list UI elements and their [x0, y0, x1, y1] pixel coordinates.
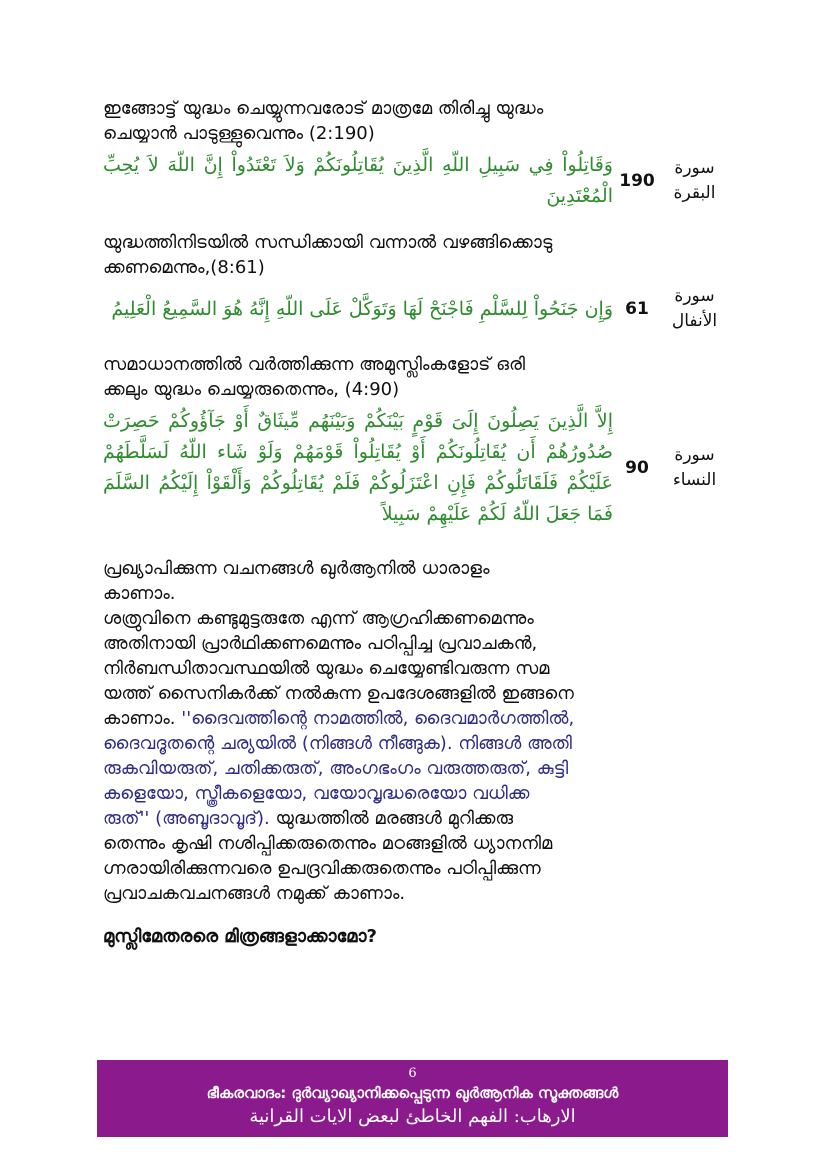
paragraph-1-line-2: ചെയ്യാൻ പാടുള്ളുവെന്നും (2:190): [103, 123, 375, 144]
paragraph-3-line-2: ക്കലും യുദ്ധം ചെയ്യരുതെന്നും, (4:90): [103, 379, 400, 400]
section-heading: മുസ്ലിമേതരരെ മിത്രങ്ങളാക്കാമോ?: [103, 926, 377, 947]
paragraph-5-line-4: യത്ത് സൈനികർക്ക് നൽകുന്ന ഉപദേശങ്ങളിൽ ഇങ്ങനെ: [103, 683, 574, 704]
paragraph-5-line-2: അതിനായി പ്രാർഥിക്കണമെന്നും പഠിപ്പിച്ച പ്രവാചകൻ,: [103, 633, 538, 654]
footer-banner: [97, 1060, 728, 1137]
verse-arabic-text: إِلاَّ الَّذِينَ يَصِلُونَ إِلَىَ قَوْمٍ بَيْنَكُمْ وَبَيْنَهُم مِّيثَاقٌ أَوْ جَآؤُوكُمْ حَصِرَتْ صُدُورُهُمْ أَن يُقَاتِلُونَكُمْ أَوْ يُقَاتِلُواْ قَوْمَهُمْ وَلَوْ شَاء اللّهُ لَسَلَّطَهُمْ عَلَيْكُمْ فَلَقَاتَلُوكُمْ فَإِنِ اعْتَزَلُوكُمْ فَلَمْ يُقَاتِلُوكُمْ وَأَلْقَوْاْ إِلَيْكُمُ السَّلَمَ فَمَا جَعَلَ اللّهُ لَكُمْ عَلَيْهِمْ سَبِيلاً: [103, 410, 613, 525]
verse-arabic-text: وَإِن جَنَحُواْ لِلسَّلْمِ فَاجْنَحْ لَهَا وَتَوَكَّلْ عَلَى اللّهِ إِنَّهُ هُوَ السَّمِيعُ الْعَلِيمُ: [111, 297, 613, 320]
hadith-quote-line: കളെയോ, സ്ത്രീകളെയോ, വയോവൃദ്ധരെയോ വധിക്ക: [103, 783, 530, 804]
paragraph-4-line-1: പ്രഖ്യാപിക്കുന്ന വചനങ്ങൾ ഖുർആനിൽ ധാരാളം: [103, 558, 490, 579]
paragraph-5-line-5: [103, 706, 728, 731]
sura-title: البقرة: [673, 183, 716, 203]
page-content: [103, 96, 728, 947]
verse-number: 90: [625, 458, 649, 478]
sura-title: النساء: [672, 470, 717, 490]
verse-arabic-text: وَقَاتِلُواْ فِي سَبِيلِ اللّهِ الَّذِينَ يُقَاتِلُونَكُمْ وَلاَ تَعْتَدُواْ إِنَّ اللّهَ لاَ يُحِبِّ الْمُعْتَدِينَ: [103, 154, 613, 207]
sura-title: الأنفال: [671, 311, 718, 331]
footer-arabic-title: الارهاب: الفهم الخاطئ لبعض الايات القرانية: [249, 1106, 576, 1127]
paragraph-5: [103, 606, 728, 906]
hadith-quote: ''ദൈവത്തിന്റെ നാമത്തിൽ, ദൈവമാർഗത്തിൽ,: [181, 708, 575, 729]
paragraph-5-line-10: തെന്നും കൃഷി നശിപ്പിക്കരുതെന്നും മഠങ്ങളിൽ ധ്യാനനിമ: [103, 833, 553, 854]
paragraph-4: [103, 556, 728, 606]
sura-name: [661, 443, 728, 493]
sura-label: سورة: [674, 158, 715, 178]
paragraph-5-line-3: നിർബന്ധിതാവസ്ഥയിൽ യുദ്ധം ചെയ്യേണ്ടിവരുന്ന സമ: [103, 658, 550, 679]
verse-number: 190: [619, 171, 655, 191]
paragraph-3: [103, 352, 728, 402]
paragraph-5-line-9: [103, 806, 728, 831]
sura-name: [661, 156, 728, 206]
sura-label: سورة: [674, 445, 715, 465]
verse-block-nisa: [103, 406, 728, 530]
paragraph-2-line-1: യുദ്ധത്തിനിടയിൽ സന്ധിക്കായി വന്നാൽ വഴങ്ങിക്കൊടു: [103, 232, 553, 253]
footer-malayalam-title: ഭീകരവാദം: ദുർവ്യാഖ്യാനിക്കപ്പെടുന്ന ഖുർആനിക സൂക്തങ്ങൾ: [206, 1084, 619, 1102]
plain-text: യുദ്ധത്തിൽ മരങ്ങൾ മുറിക്കരു: [269, 808, 514, 829]
hadith-quote-line: രുകവിയരുത്, ചതിക്കരുത്, അംഗഭംഗം വരുത്തരുത്, കുട്ടി: [103, 758, 569, 779]
paragraph-2: [103, 230, 728, 280]
page-number: 6: [408, 1066, 417, 1081]
paragraph-2-line-2: ക്കണമെന്നും,(8:61): [103, 257, 265, 278]
paragraph-5-line-11: ഗ്നരായിരിക്കുന്നവരെ ഉപദ്രവിക്കരുതെന്നും പഠിപ്പിക്കുന്ന: [103, 858, 541, 879]
paragraph-5-line-1: ശത്രുവിനെ കണ്ടുമുട്ടരുതേ എന്ന് ആഗ്രഹിക്കണമെന്നും: [103, 608, 534, 629]
paragraph-5-line-12: പ്രവാചകവചനങ്ങൾ നമുക്ക് കാണാം.: [103, 883, 406, 904]
sura-name: [661, 284, 728, 334]
verse-block-baqarah: [103, 150, 728, 212]
paragraph-3-line-1: സമാധാനത്തിൽ വർത്തിക്കുന്ന അമുസ്ലിംകളോട് ഒരി: [103, 354, 526, 375]
verse-number: 61: [625, 299, 649, 319]
hadith-citation: രുത്'' (അബൂദാവൂദ്).: [103, 808, 270, 829]
hadith-quote-line: ദൈവദൂതന്റെ ചര്യയിൽ (നിങ്ങൾ നീങ്ങുക). നിങ്ങൾ അതി: [103, 733, 572, 754]
verse-block-anfal: [103, 284, 728, 334]
paragraph-1-line-1: ഇങ്ങോട്ട് യുദ്ധം ചെയ്യുന്നവരോട് മാത്രമേ തിരിച്ചു യുദ്ധം: [103, 98, 544, 119]
sura-label: سورة: [674, 286, 715, 306]
plain-text: കാണാം.: [103, 708, 182, 729]
paragraph-1: [103, 96, 728, 146]
paragraph-4-line-2: കാണാം.: [103, 583, 176, 604]
